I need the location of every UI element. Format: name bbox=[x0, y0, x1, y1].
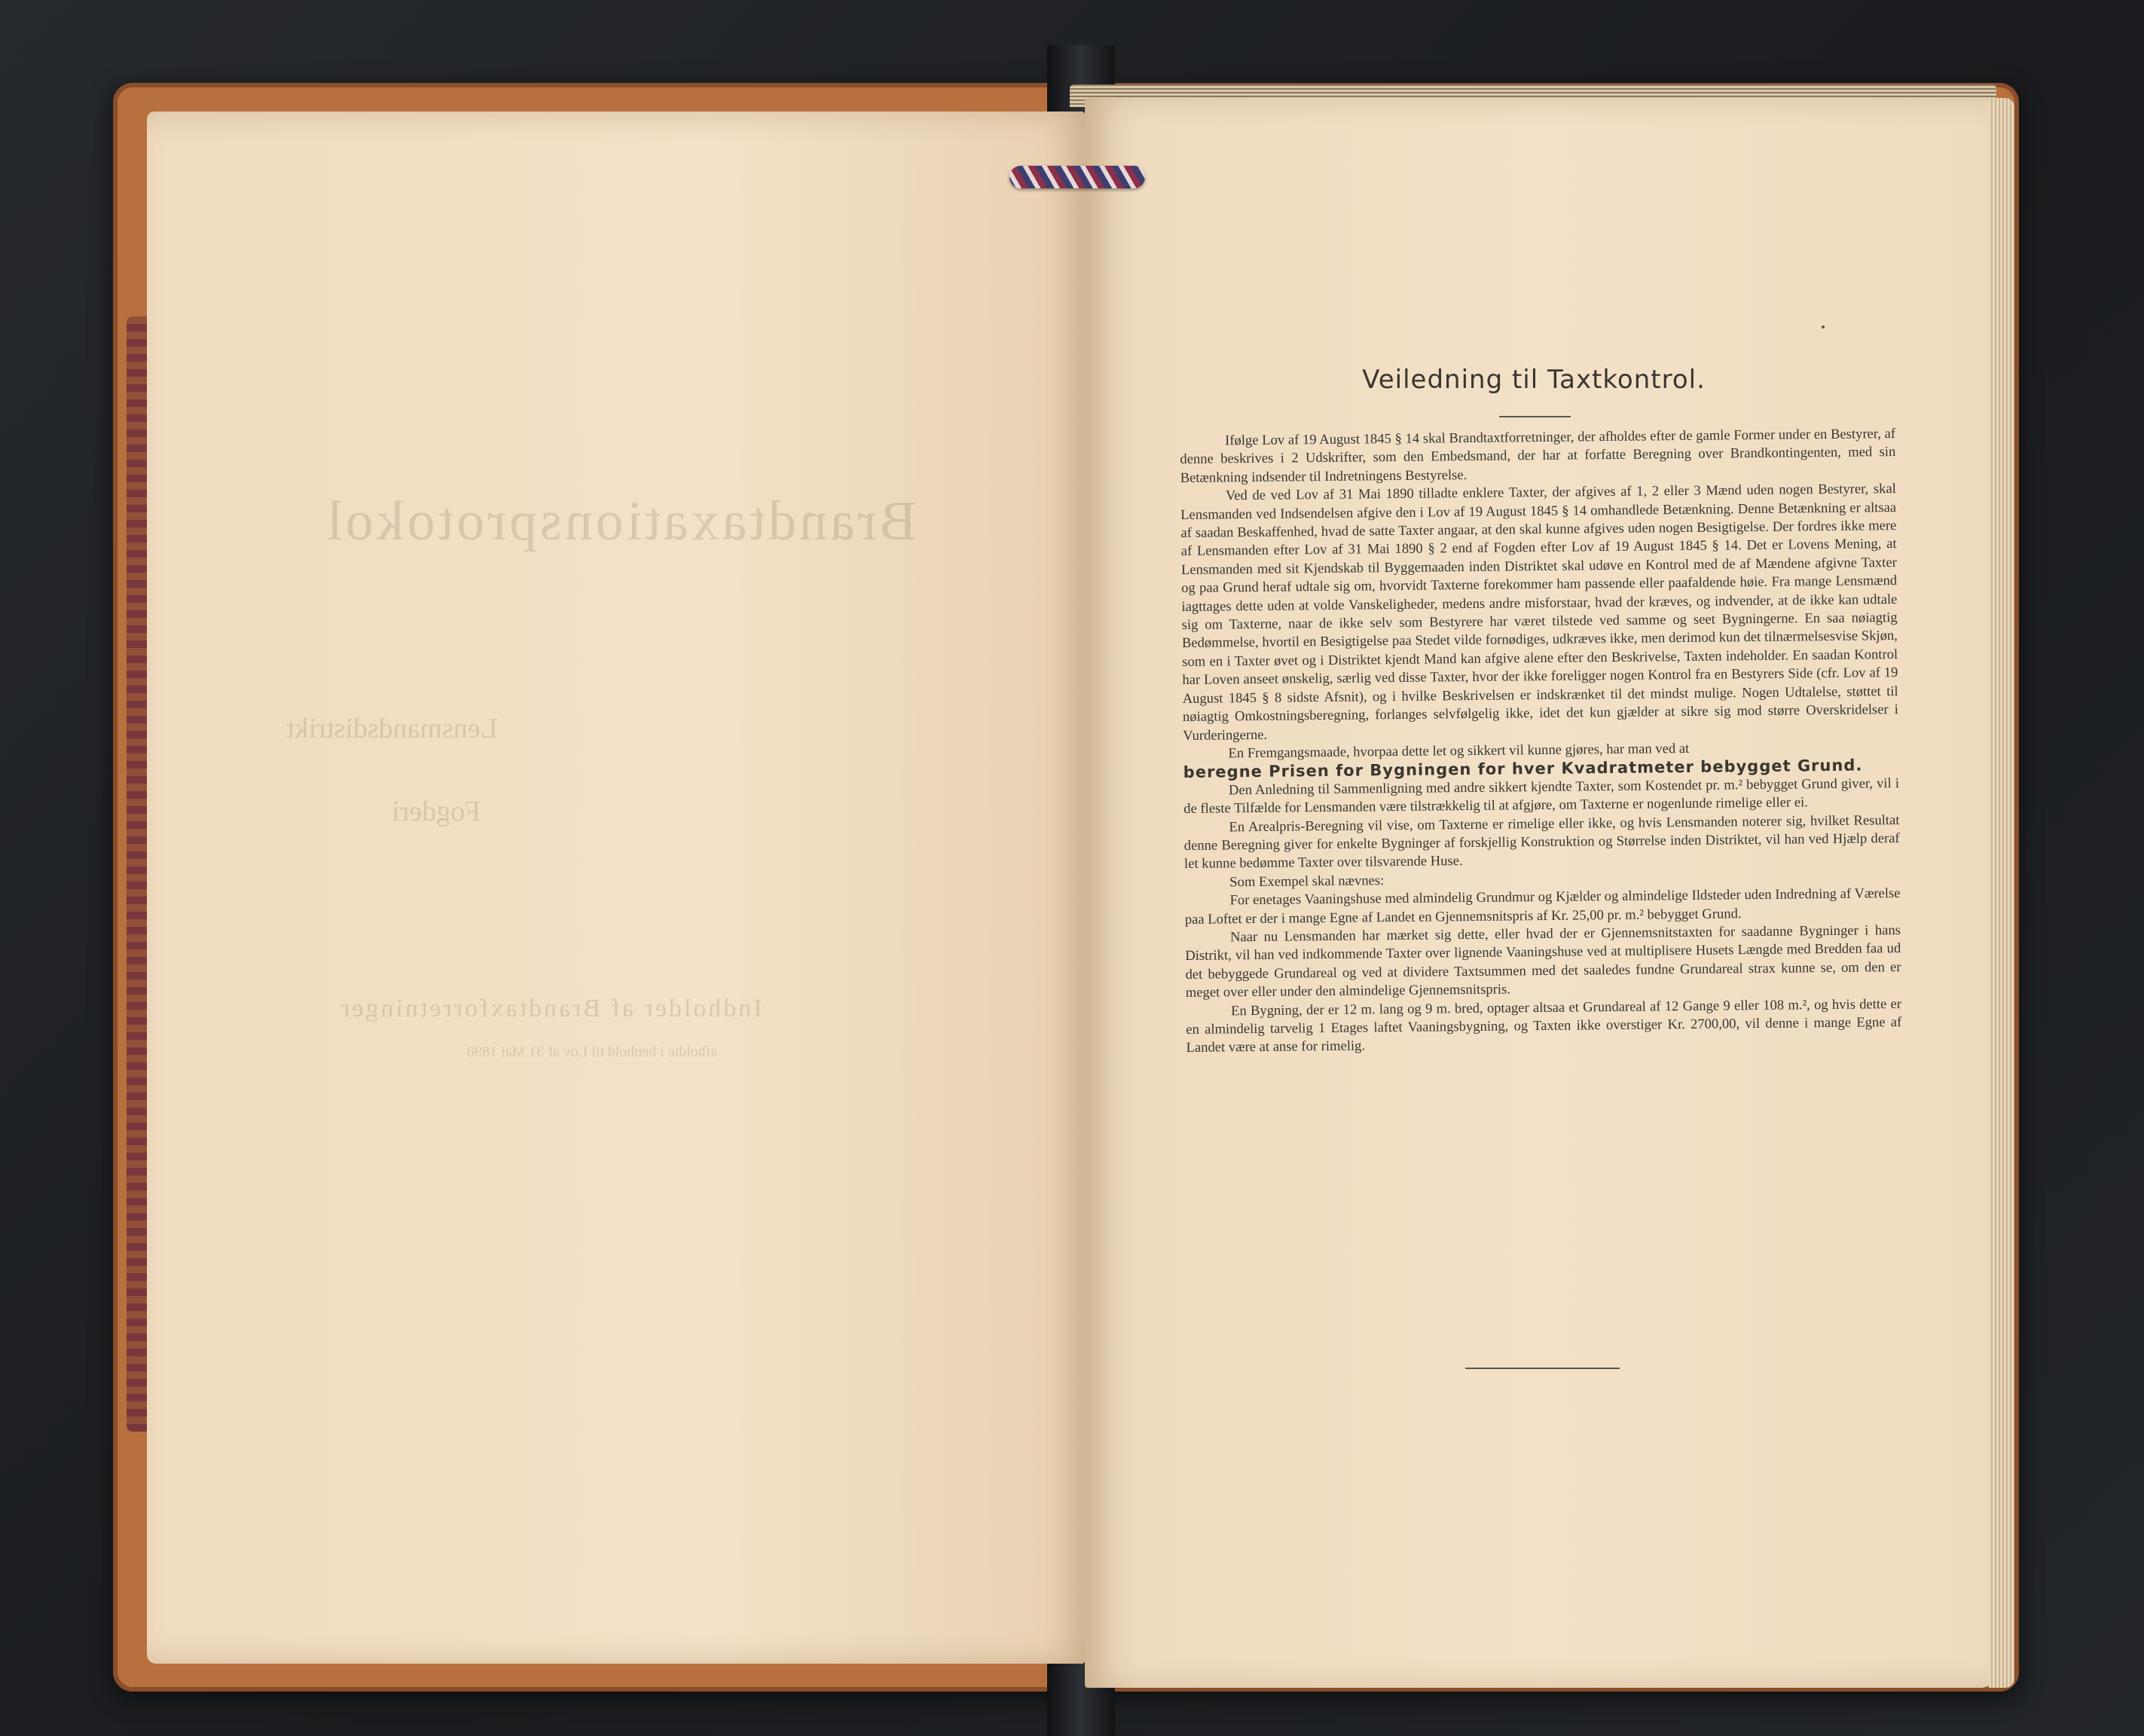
left-page bbox=[147, 112, 1085, 1664]
bleed-through-line: Fogderi bbox=[392, 796, 481, 827]
paragraph: En Bygning, der er 12 m. lang og 9 m. bred, optager altsaa et Grundareal af 12 Gange 9 eller 108 m.², og hvis dette er en almindelig tarvelig 1 Etages laftet Vaaningsbygning, og Taxten ikke overstiger Kr. 2700,00, vil denne i mange Egne af Landet være at anse for rimelig. bbox=[1186, 995, 1902, 1056]
paragraph: Som Exempel skal nævnes: bbox=[1229, 872, 1385, 891]
paragraph: Den Anledning til Sammenligning med andre sikkert kjendte Taxter, som Kostendet pr. m.² bebygget Grund giver, vil i de fleste Tilfælde for Lensmanden være tilstrækkelig til at afgjøre, om Taxterne er nogenlunde rimelige eller ei. bbox=[1183, 775, 1900, 818]
binding-thread bbox=[1009, 166, 1145, 188]
bold-heading: beregne Prisen for Bygningen for hver Kvadratmeter bebygget Grund. bbox=[1183, 756, 1863, 782]
end-divider bbox=[1465, 1368, 1620, 1369]
ink-speck bbox=[1822, 326, 1825, 329]
bleed-through-line: Indholder af Brandtaxforretninger bbox=[339, 995, 762, 1022]
paragraph: Naar nu Lensmanden har mærket sig dette, eller hvad der er Gjennemsnitstaxten for saadanne Bygninger i hans Distrikt, vil han ved indkommende Taxter over lignende Vaaningshuse ved at multiplisere Husets Længde med Bredden faa ud det bebyggede Grundareal og ved at dividere Taxtsummen med det saaledes fundne Grundareal strax kunne se, om den er meget over eller under den almindelige Gjennemsnitspris. bbox=[1185, 921, 1901, 1001]
paragraph: Ifølge Lov af 19 August 1845 § 14 skal Brandtaxtforretninger, der afholdes efter de gamle Former under en Bestyrer, af denne beskrives i 2 Udskrifter, som den Embedsmand, der har at forfatte Beregning over Brandkontingenten, med sin Betænkning indsender til Indretningens Bestyrelse. bbox=[1180, 426, 1896, 486]
bleed-through-line: Lensmandsdistrikt bbox=[286, 713, 498, 744]
page-stack-edge bbox=[1989, 98, 2014, 1688]
title-divider bbox=[1499, 416, 1571, 417]
page-title: Veiledning til Taxtkontrol. bbox=[1362, 365, 1706, 395]
paragraph: Ved de ved Lov af 31 Mai 1890 tilladte enklere Taxter, der afgives af 1, 2 eller 3 Mænd uden nogen Bestyrer, skal Lensmanden ved Indsendelsen afgive den i Lov af 19 August 1845 § 14 omhandlede Betænkning. Denne Betænkning er altsaa af saadan Beskaffenhed, hvad de satte Taxter angaar, at den skal kunne afgives uden nogen Besigtigelse. Der fordres ikke mere af Lensmanden efter Lov af 31 Mai 1890 § 2 end af Fogden efter Lov af 19 August 1845 § 14. Det er Lovens Mening, at Lensmanden med sit Kjendskab til Byggemaaden inden Distriktet skal udøve en Kontrol med de af Mændene afgivne Taxter og paa Grund heraf udtale sig om, hvorvidt Taxterne forekommer ham passende eller paafaldende høie. Fra mange Lensmænd iagttages dette uden at volde Vanskeligheder, medens andre misforstaar, hvad der kræves, og indvender, at de ikke kan udtale sig om Taxterne, naar de ikke selv som Bestyrere har været tilstede ved samme og seet Bygningerne. En saa nøiagtig Bedømmelse, hvortil en Besigtigelse paa Stedet vilde fornødiges, udkræves ikke, men derimod kun det tilnærmelsesvise Skjøn, som en i Taxter øvet og i Distriktet kjendt Mand kan afgive alene efter den Beskrivelse, Taxten indeholder. En saadan Kontrol har Loven anseet ønskelig, særlig ved disse Taxter, hvor der ikke foreligger nogen Kontrol fra en Bestyrers Side (cfr. Lov af 19 August 1845 § 8 sidste Afsnit), og i hvilke Beskrivelsen er indskrænket til det mindst mulige. Nogen Udtalelse, støttet til nøiagtig Omkostningsberegning, forlanges selvfølgelig ikke, idet det kun gjælder at sikre sig mod større Overskridelser i Vurderingerne. bbox=[1180, 481, 1899, 744]
paragraph: En Arealpris-Beregning vil vise, om Taxterne er rimelige eller ikke, og hvis Lensmanden noterer sig, hvilket Resultat denne Beregning giver for enkelte Bygninger af forskjellig Konstruktion og Størrelse inden Distriktet, vil han ved Hjælp deraf let kunne bedømme Taxter over tilsvarende Huse. bbox=[1183, 811, 1900, 873]
document-body bbox=[1180, 425, 1902, 1058]
paragraph: For enetages Vaaningshuse med almindelig Grundmur og Kjælder og almindelige Ildsteder uden Indredning af Værelse paa Loftet er der i mange Egne af Landet en Gjennemsnitspris af Kr. 25,00 pr. m.² bebygget Grund. bbox=[1184, 885, 1901, 928]
paragraph: En Fremgangsmaade, hvorpaa dette let og sikkert vil kunne gjøres, har man ved at bbox=[1228, 740, 1690, 762]
bleed-through-title: Brandtaxationsprotokol bbox=[324, 491, 917, 552]
bleed-through-line: afholdte i henhold til Lov af 31 Mai 1890 bbox=[467, 1044, 718, 1060]
